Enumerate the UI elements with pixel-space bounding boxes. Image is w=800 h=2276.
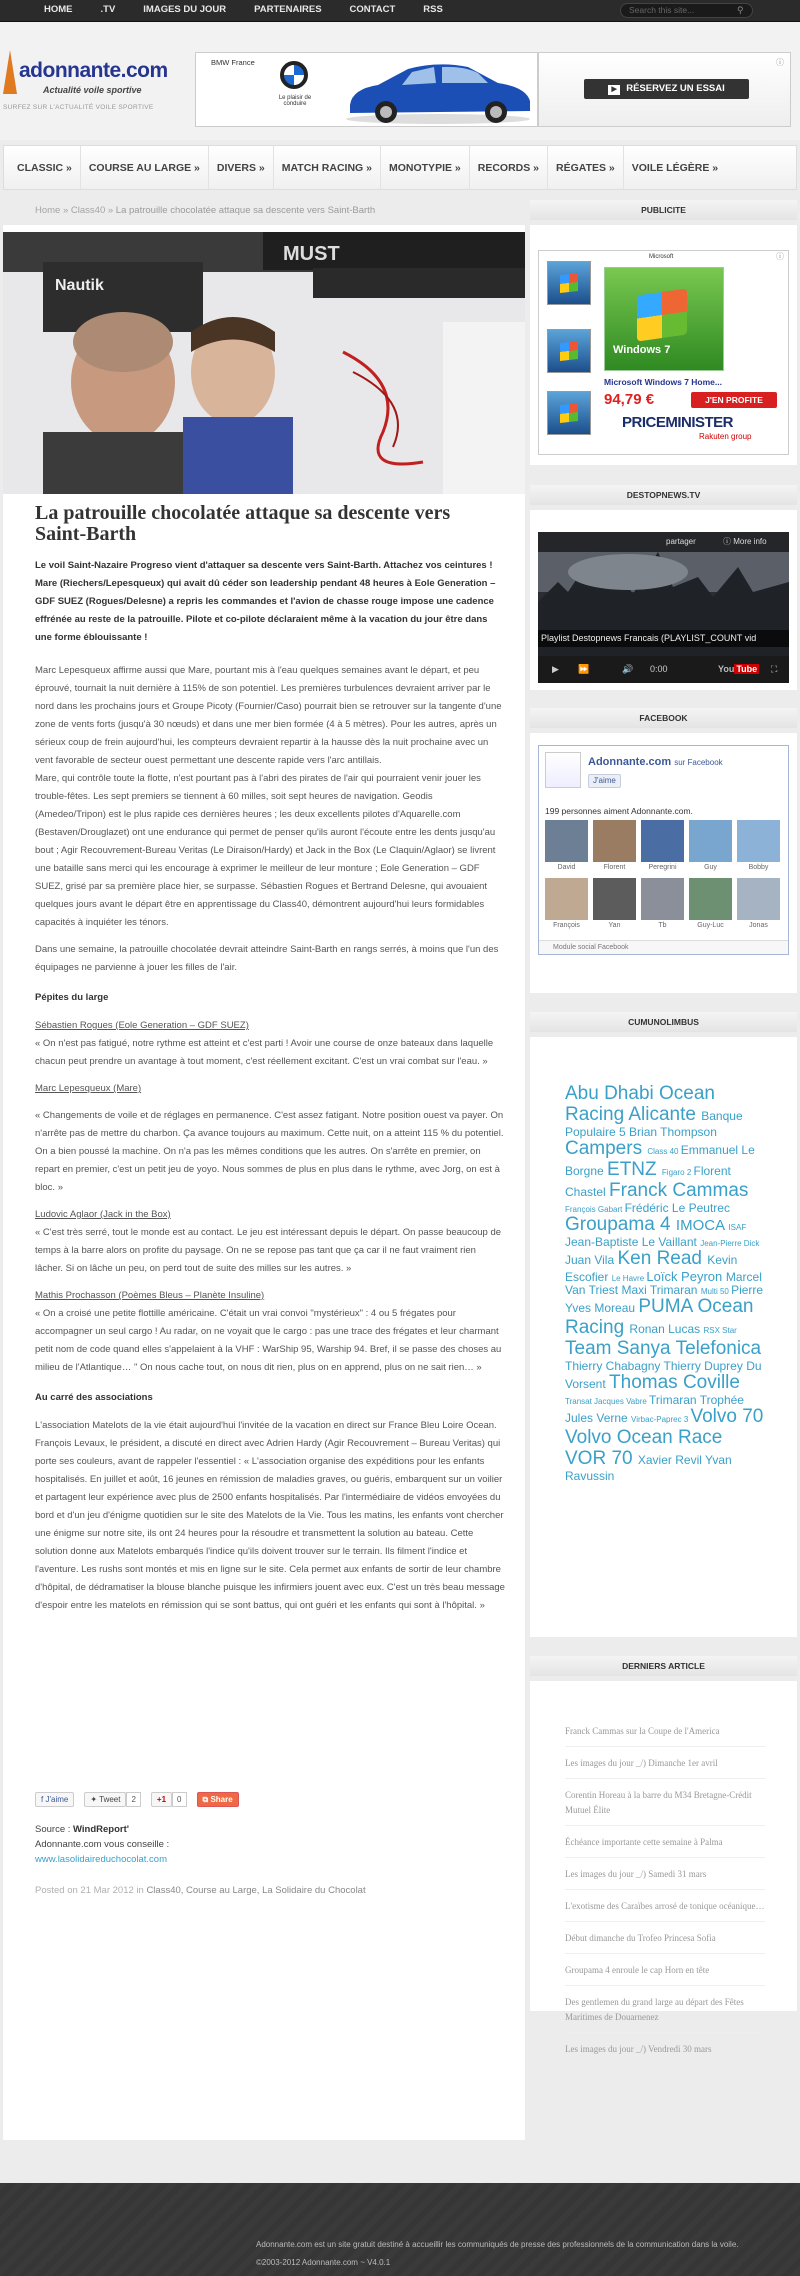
windows7-product-image [604, 267, 724, 371]
gplus-count: 0 [172, 1792, 186, 1807]
search-placeholder: Search this site... [629, 5, 695, 15]
nav-course-au-large[interactable]: COURSE AU LARGE » [81, 146, 209, 190]
article-hero-image [3, 232, 525, 494]
video-title: Playlist Destopnews Francais (PLAYLIST_COUNT vid [538, 630, 789, 647]
sailors-photo [3, 232, 525, 494]
tag-link[interactable]: Ronan Lucas [629, 1322, 704, 1337]
tag-link[interactable]: Class 40 [647, 1146, 681, 1156]
recommend-link[interactable]: www.lasolidaireduchocolat.com [35, 1854, 168, 1865]
fb-page-suffix: sur Facebook [674, 758, 723, 767]
fan-face[interactable] [593, 878, 636, 932]
recent-post-link[interactable]: Les images du jour _/) Samedi 31 mars [565, 1867, 765, 1890]
header [0, 22, 800, 140]
breadcrumb-bar [3, 200, 525, 220]
buy-button[interactable]: J'EN PROFITE [691, 392, 777, 408]
paragraph: Mare, qui contrôle toute la flotte, n'est pourtant pas à l'abri des pirates de l'air qui pourraient venir jouer les trouble-fêtes. Les sept premiers se tiennent à 60 milles, soit sept heures de navigation. Geodis (Amedeo/Tripon) est le plus rapide ces dernières heures ; les deux excellents pilotes d'Aquarelle.com (Bestaven/Drouglazet) ont une endurance qui permet de penser qu'ils auront l'écoute entre les dents jusqu'au bout ; Agir Recouvrement-Bureau Veritas (Le Diraison/Hardy) et Jack in the Box (Le Claquin/Aglaor) se livrent une bataille sans merci qui les encourage à exprimer le meilleur de leur monture ; Eole Generation – GDF SUEZ, grisé par sa première place hier, se surpasse. Sébastien Rogues et Bertrand Delesne, qui avouaient quelques jours avant le départ être en apprentissage du Class40, démontrent aujourd'hui leurs formidables capacités à inquiéter les ténors. [35, 773, 496, 928]
facebook-icon: f [41, 1795, 44, 1804]
nav-voile-legere[interactable]: VOILE LÉGÈRE » [631, 161, 719, 174]
widget-title-publicite: PUBLICITE [530, 200, 797, 220]
tag-link[interactable]: Maxi Trimaran [621, 1283, 701, 1298]
recent-post-link[interactable]: Des gentlemen du grand large au départ des Fêtes Maritimes de Douarnenez [565, 1995, 765, 2033]
priceminister-logo: PRICEMINISTER [622, 414, 734, 431]
windows-box-icon [547, 391, 591, 435]
tag-link[interactable]: Groupama 4 [565, 1213, 676, 1235]
tag-link[interactable]: RSX Star [703, 1326, 737, 1336]
tag-link[interactable]: Thierry Duprey Du Vorsent [565, 1358, 762, 1392]
gplus-group [151, 1792, 187, 1807]
nav-divers[interactable]: DIVERS » [209, 146, 274, 190]
tag-link[interactable]: Jean-Pierre Dick [700, 1238, 760, 1248]
recent-posts-list [565, 1724, 765, 2073]
video-widget [530, 510, 797, 690]
tag-link[interactable]: Pierre Yves Moreau [565, 1283, 764, 1316]
breadcrumb: Home » Class40 » La patrouille chocolatée attaque sa descente vers Saint-Barth [35, 205, 376, 216]
fan-face[interactable] [545, 878, 588, 932]
tag-link[interactable]: Kevin Escofier [565, 1252, 738, 1284]
topnav-tv[interactable]: .TV [100, 4, 116, 15]
article-title: La patrouille chocolatée attaque sa descente vers Saint-Barth [35, 502, 451, 545]
facebook-like-box [538, 745, 789, 955]
quote-author: Sébastien Rogues (Eole Generation – GDF SUEZ) [35, 1020, 249, 1031]
video-share-link[interactable]: partager [666, 537, 696, 546]
breadcrumb-home[interactable]: Home [35, 205, 61, 216]
widget-title-last: DERNIERS ARTICLE [530, 1656, 797, 1676]
section-heading: Au carré des associations [35, 1392, 153, 1403]
fan-name: Florent [603, 864, 626, 871]
tag-link[interactable]: Campers [565, 1137, 648, 1159]
windows7-label: Windows 7 [613, 344, 671, 356]
ad-brand-microsoft: Microsoft [649, 254, 674, 260]
breadcrumb-category[interactable]: Class40 [70, 205, 106, 216]
topnav-home[interactable]: HOME [44, 4, 73, 15]
tag-link[interactable]: Xavier Revil [637, 1453, 706, 1467]
tag-link[interactable]: Ken Read [617, 1247, 708, 1269]
widget-title-facebook: FACEBOOK [530, 708, 797, 728]
tag-link[interactable]: Frédéric Le Peutrec [624, 1200, 730, 1215]
recent-post-link[interactable]: Franck Cammas sur la Coupe de l'America [565, 1724, 765, 1747]
source-label: Source : [35, 1824, 74, 1835]
top-nav [30, 0, 457, 22]
tag-link[interactable]: Florent Chastel [565, 1163, 731, 1199]
recommend-label: Adonnante.com vous conseille : [35, 1839, 170, 1850]
fan-face[interactable] [689, 878, 732, 932]
fan-name: Tb [658, 922, 667, 929]
fb-like-button[interactable]: J'aime [588, 774, 621, 788]
quote: « C'est très serré, tout le monde est au contact. Le jeu est intéressant depuis le départ. On passe beaucoup de temps à la barre alors on profite du paysage. On ne se repose pas tant que ça car il ne faut vraiment rien lâcher. Si on lâche un peu, on perd tout de suite des milles sur les autres. » [35, 1227, 502, 1274]
reserve-test-label: RÉSERVEZ UN ESSAI [626, 83, 725, 94]
fb-footer[interactable]: Module social Facebook [539, 940, 788, 954]
post-date: Posted on 21 Mar 2012 in [35, 1885, 147, 1896]
youtube-logo[interactable]: You Tube [718, 664, 758, 674]
tag-link[interactable]: IMOCA [675, 1216, 729, 1234]
quote-author: Mathis Prochasson (Poèmes Bleus – Planète Insuline) [35, 1290, 265, 1301]
tag-link[interactable]: Virbac-Paprec 3 [631, 1415, 691, 1425]
fb-page-title[interactable] [588, 756, 723, 768]
product-title[interactable]: Microsoft Windows 7 Home... [604, 377, 722, 387]
footer [0, 2183, 800, 2276]
fan-name: Guy-Luc [697, 922, 724, 929]
tag-link[interactable]: Thierry Chabagny [565, 1358, 664, 1373]
fan-face[interactable] [641, 820, 684, 874]
fan-name: Jonas [749, 922, 768, 929]
fan-face[interactable] [689, 820, 732, 874]
tag-link[interactable]: Trophée Jules Verne [565, 1393, 744, 1426]
quote: « On a croisé une petite flottille américaine. C'était un vrai convoi "mystérieux" : 4 ou 5 frégates pour accompagner un seul cargo ! Au radar, on ne voyait que le cargo : pas une trace des frégates et leur charmant petit nom de code quand elles s'appelaient à la VHF : WarShip 95, Warship 94. Bref, il se passe des choses au milieu de l'Atlantique… " On nous cache tout, on nous dit rien, plus on en apprend, plus on ne sait rien… » [35, 1308, 502, 1373]
main-nav [3, 145, 797, 190]
quote: « On n'est pas fatigué, notre rythme est atteint et c'est parti ! Avoir une course de onze bateaux dans laquelle chacun peut prendre un avantage à tout moment, c'est réellement excitant. C'est un vrai combat sur l'eau. » [35, 1038, 494, 1067]
share-button[interactable] [197, 1792, 239, 1807]
nav-classic[interactable]: CLASSIC » [9, 146, 81, 190]
logo-tagline: SURFEZ SUR L'ACTUALITÉ VOILE SPORTIVE [3, 104, 154, 111]
article-source [35, 1822, 505, 1867]
widget-title-tv: DESTOPNEWS.TV [530, 485, 797, 505]
tag-link[interactable]: Banque Populaire 5 [565, 1108, 743, 1139]
facebook-widget [530, 733, 797, 993]
fullscreen-icon[interactable]: ⛶ [771, 664, 778, 674]
fan-name: Yan [608, 922, 621, 929]
recent-post-link[interactable]: Groupama 4 enroule le cap Horn en tête [565, 1963, 765, 1986]
facebook-like-button[interactable] [35, 1792, 74, 1807]
nav-regates[interactable]: RÉGATES » [548, 146, 624, 190]
ad-info-icon[interactable]: ⓘ [776, 58, 784, 67]
tag-link[interactable]: Emmanuel Le Borgne [565, 1142, 755, 1178]
post-tags[interactable]: Class40, Course au Large, La Solidaire du Chocolat [146, 1885, 366, 1896]
paragraph: Dans une semaine, la patrouille chocolatée devrait atteindre Saint-Barth en rangs serrés, à moins que l'un des équipages ne parvienne à jouer les filles de l'air. [35, 944, 499, 973]
recent-post-link[interactable]: L'exotisme des Caraïbes arrosé de tonique océanique… [565, 1899, 765, 1922]
tag-link[interactable]: VOR 70 [565, 1448, 638, 1469]
product-price: 94,79 € [604, 391, 655, 408]
twitter-icon: ✦ [90, 1795, 98, 1804]
windows-box-icon [547, 329, 591, 373]
fb-fan-count: 199 personnes aiment Adonnante.com. [545, 806, 693, 816]
bmw-logo-icon [280, 61, 308, 89]
video-info-label: More info [733, 537, 767, 546]
tag-link[interactable]: ETNZ [607, 1158, 662, 1180]
tag-link[interactable]: Team Sanya [565, 1338, 676, 1360]
topnav-partenaires[interactable]: PARTENAIRES [254, 4, 322, 15]
video-info-link[interactable] [723, 532, 767, 552]
tweet-group [84, 1792, 141, 1807]
windows-logo-icon [637, 288, 687, 341]
tag-link[interactable]: Abu Dhabi Ocean Racing [565, 1083, 715, 1125]
search-input[interactable] [620, 3, 753, 18]
logo-name: adonnante.com [19, 59, 168, 82]
fan-name: Bobby [748, 864, 769, 871]
windows-ad[interactable] [538, 250, 789, 455]
video-top-bar [538, 532, 789, 552]
video-time: 0:00 [650, 664, 668, 674]
fan-name: David [557, 864, 576, 871]
fb-fan-faces [545, 820, 785, 932]
quote: « Changements de voile et de réglages en permanence. C'est assez fatigant. Notre position ouest va payer. On n'arrête pas de mettre du charbon. Ça avance toujours au maximum. Cette nuit, on a atteint 115 % du potentiel. On a bien poussé la machine. On n'a pas les mêmes conditions que les autres. On s'arrête en premier, on repart en premier, c'est un petit jeu de yoyo. Nous sommes de plus en plus dans le rythme, avec Jorg, on est à bloc. » [35, 1110, 504, 1193]
info-icon: ⓘ [723, 537, 731, 546]
rakuten-label: Rakuten group [699, 432, 752, 441]
quote-author: Ludovic Aglaor (Jack in the Box) [35, 1209, 171, 1220]
ad-slogan: Le plaisir de conduire [278, 95, 312, 107]
tag-link[interactable]: Le Havre [611, 1273, 647, 1283]
tag-link[interactable]: Thomas Coville [609, 1372, 740, 1394]
quote-author: Marc Lepesqueux (Mare) [35, 1083, 142, 1094]
fan-face[interactable] [737, 820, 780, 874]
tag-link[interactable]: ISAF [728, 1222, 747, 1232]
banner-ad-car[interactable] [195, 52, 538, 127]
svg-text:MUST: MUST [283, 243, 340, 265]
tag-link[interactable]: Telefonica [675, 1338, 762, 1360]
article-body [35, 662, 505, 1615]
windows-box-icon [547, 261, 591, 305]
fan-name: Peregrini [648, 864, 677, 871]
video-controls [538, 656, 789, 683]
banner-ad-cta[interactable] [538, 52, 791, 127]
fan-face[interactable] [641, 878, 684, 932]
footer-disclaimer: Adonnante.com est un site gratuit destiné à accueillir les communiqués de presse des professionnels de la communication dans la voile. [256, 2240, 739, 2249]
paragraph: Marc Lepesqueux affirme aussi que Mare, pourtant mis à l'eau quelques semaines avant le départ, et peu éprouvé, tournait la nuit dernière à 115% de son potentiel. Les premières turbulences devraient arriver par le nord dans les prochains jours et Groupe Picoty (Fournier/Caso) pourrait bien se retrouver sur la tangente d'une zone de vents forts (jusqu'à 30 nœuds) et dans une mer bien formée (4 à 5 mètres). Pour les autres, après un sérieux coup de frein aujourd'hui, les compteurs devraient repartir à la hausse dès la nuit prochaine avec un vent favorable de secteur ouest permettant une descente rapide vers l'arc antillais. [35, 665, 502, 766]
share-label: Share [210, 1795, 233, 1804]
tag-link[interactable]: Figaro 2 [661, 1167, 694, 1177]
fb-like-label: J'aime [45, 1795, 69, 1804]
video-player[interactable] [538, 532, 789, 683]
fan-face[interactable] [545, 820, 588, 874]
next-icon[interactable]: ⏩ [578, 664, 590, 674]
ad-brand: BMW France [211, 58, 255, 67]
nav-records[interactable]: RECORDS » [470, 146, 548, 190]
play-arrow-icon: ▶ [608, 85, 620, 95]
tag-link[interactable]: Volvo Ocean Race [565, 1427, 723, 1449]
source-name: WindReport' [73, 1824, 130, 1835]
svg-text:Nautik: Nautik [55, 277, 104, 294]
recent-post-link[interactable]: Échéance importante cette semaine à Palma [565, 1835, 765, 1858]
reserve-test-button[interactable] [584, 79, 749, 99]
tweet-label: Tweet [99, 1795, 121, 1804]
fan-face[interactable] [737, 878, 780, 932]
tag-link[interactable]: Multi 50 [700, 1287, 732, 1297]
tag-link[interactable]: Marcel Van Triest [565, 1269, 762, 1298]
search-icon[interactable]: ⚲ [737, 5, 744, 15]
fan-name: Guy [704, 864, 717, 871]
tag-link[interactable]: Juan Vila [565, 1252, 618, 1267]
recent-post-link[interactable]: Les images du jour _/) Vendredi 30 mars [565, 2044, 712, 2054]
tag-cloud [565, 1084, 765, 1483]
tag-link[interactable]: PUMA Ocean Racing [565, 1296, 754, 1339]
ad-widget [530, 225, 797, 465]
ad-info-icon[interactable]: ⓘ [776, 252, 784, 261]
share-bar [35, 1792, 239, 1807]
tag-link[interactable]: Loïck Peyron [646, 1268, 726, 1284]
page-avatar[interactable] [545, 752, 581, 788]
article-lead: Le voil Saint-Nazaire Progreso vient d'attaquer sa descente vers Saint-Barth. Attachez vos ceintures ! Mare (Riechers/Lepesqueux) qui avait dû céder son leadership pendant 48 heures à Eole Generation – GDF SUEZ (Rogues/Delesne) a repris les commandes et l'avion de chasse rouge impose une cadence effrénée au reste de la patrouille. Pilote et co-pilote déclaraient même à la vacation du jour être dans une forme éblouissante ! [35, 560, 496, 643]
article [3, 225, 525, 2140]
paragraph: L'association Matelots de la vie était aujourd'hui l'invitée de la vacation en direct sur France Bleu Loire Ocean. François Levaux, le président, a discuté en direct avec Adrien Hardy (Agir Recouvrement – Bureau Veritas) qui porte ses couleurs, avant de rappeler l'essentiel : « L'association organise des expéditions pour les enfants hospitalisés. En juillet et août, 16 jeunes en rémission de maladies graves, ou guéris, embarquent sur un voilier et partagent leur expérience avec plus de 2500 enfants hospitalisés. Par l'intermédiaire de vidéos envoyées du bord et d'un jeu d'énigme quotidien sur le site des Matelots de la Vie. Tous les matins, les enfants vont chercher une énigme sur notre site, ils ont 24 heures pour la résoudre et transmettent la solution au bateau. Cette solution donne aux Matelots embarqués l'indice qu'ils doivent trouver sur le terrain. Ils filment l'indice et l'aventure. Les rushs sont montés et mis en ligne sur le site. Cela permet aux enfants de sortir de leur chambre d'hôpital, de dédramatiser la blouse blanche puisque les infirmiers jouent avec eux. C'est un très beau message d'espoir entre les matelots en rémission qui se sont battus, qui ont guéri et les enfants qui sont à l'hôpital. » [35, 1420, 505, 1611]
car-image [338, 55, 538, 127]
tweet-button[interactable] [84, 1792, 126, 1807]
fb-page-name: Adonnante.com [588, 756, 672, 768]
recent-post-link[interactable]: Corentin Horeau à la barre du M34 Bretagne-Crédit Mutuel Élite [565, 1788, 765, 1826]
gplus-button[interactable]: +1 [151, 1792, 172, 1807]
tag-link[interactable]: Volvo 70 [690, 1406, 764, 1428]
tag-cloud-widget [530, 1037, 797, 1637]
site-logo[interactable] [3, 50, 178, 118]
section-heading: Pépites du large [35, 992, 109, 1003]
sail-logo-icon [3, 50, 17, 94]
play-icon[interactable]: ▶ [552, 664, 559, 674]
tag-link[interactable]: Jean-Baptiste Le Vaillant [565, 1234, 701, 1249]
topnav-images[interactable]: IMAGES DU JOUR [143, 4, 227, 15]
fan-name: François [553, 922, 580, 929]
topnav-contact[interactable]: CONTACT [349, 4, 396, 15]
widget-title-tags: CUMUNOLIMBUS [530, 1012, 797, 1032]
recent-posts-widget [530, 1681, 797, 2054]
share-icon: ⧉ [202, 1795, 209, 1804]
tag-link[interactable]: Yvan Ravussin [565, 1453, 732, 1483]
tag-link[interactable]: François Gabart [565, 1204, 625, 1214]
tag-link[interactable]: Franck Cammas [609, 1179, 749, 1201]
tag-link[interactable]: Trimaran [649, 1393, 700, 1408]
top-bar [0, 0, 800, 22]
nav-match-racing[interactable]: MATCH RACING » [274, 146, 381, 190]
recent-post-link[interactable]: Les images du jour _/) Dimanche 1er avril [565, 1756, 765, 1779]
fan-face[interactable] [593, 820, 636, 874]
volume-icon[interactable]: 🔊 [622, 664, 634, 674]
tag-link[interactable]: Alicante [628, 1103, 702, 1125]
post-meta [35, 1885, 505, 1896]
breadcrumb-current: La patrouille chocolatée attaque sa descente vers Saint-Barth [115, 205, 376, 216]
topnav-rss[interactable]: RSS [423, 4, 443, 15]
tag-link[interactable]: Transat Jacques Vabre [565, 1397, 650, 1407]
tweet-count: 2 [126, 1792, 140, 1807]
tag-link[interactable]: Brian Thompson [629, 1124, 717, 1139]
logo-subtitle: Actualité voile sportive [43, 85, 142, 95]
footer-copyright: ©2003-2012 Adonnante.com ~ V4.0.1 [256, 2258, 391, 2267]
recent-post-link[interactable]: Début dimanche du Trofeo Princesa Sofia [565, 1931, 765, 1954]
nav-monotypie[interactable]: MONOTYPIE » [381, 146, 470, 190]
